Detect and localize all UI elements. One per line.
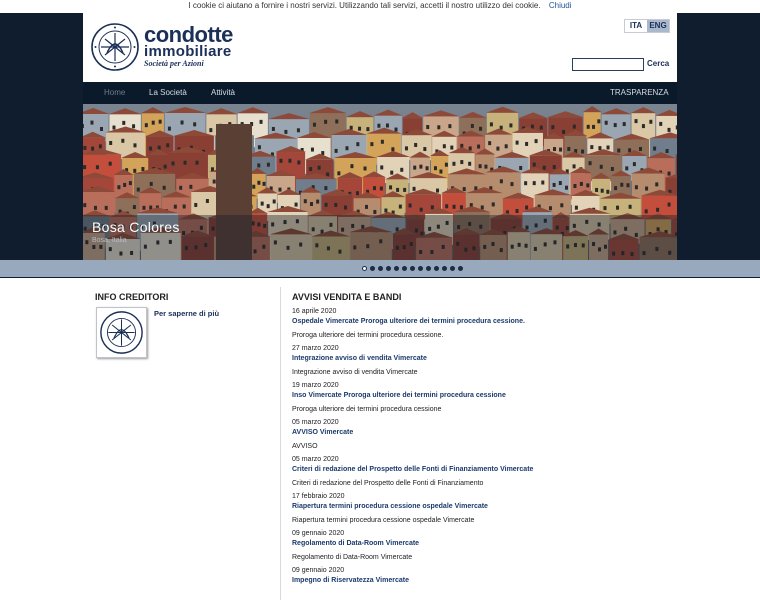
hero-window-shape — [117, 185, 120, 189]
notice-title-link[interactable]: Criteri di redazione del Prospetto delle Fonti di Finanziamento Vimercate — [292, 466, 534, 473]
hero-window-shape — [356, 191, 359, 195]
hero-window-shape — [420, 208, 423, 212]
hero-window-shape — [172, 161, 175, 165]
hero-window-shape — [645, 187, 648, 191]
hero-window-shape — [96, 165, 99, 169]
hero-window-shape — [642, 124, 645, 128]
hero-window-shape — [620, 183, 623, 187]
slider-dots — [362, 266, 463, 271]
hero-window-shape — [431, 205, 434, 209]
hero-window-shape — [479, 127, 482, 131]
hero-window-shape — [377, 124, 380, 128]
hero-window-shape — [525, 142, 528, 146]
hero-window-shape — [505, 144, 508, 148]
hero-window-shape — [587, 125, 590, 129]
hero-window-shape — [590, 145, 593, 149]
hero-window-shape — [423, 147, 426, 151]
hero-window-shape — [516, 141, 519, 145]
notice-title-link[interactable]: Riapertura termini procedura cessione ospedale Vimercate — [292, 503, 488, 510]
hero-window-shape — [525, 206, 528, 210]
hero-window-shape — [381, 140, 384, 144]
list-item — [292, 307, 752, 344]
hero-window-shape — [500, 179, 503, 183]
hero-window-shape — [426, 166, 429, 170]
hero-window-shape — [310, 202, 313, 206]
hero-window-shape — [409, 203, 412, 207]
brand-tagline: Società per Azioni — [144, 59, 204, 68]
hero-window-shape — [133, 169, 136, 173]
hero-window-shape — [500, 126, 503, 130]
hero-window-shape — [559, 181, 562, 185]
hero-window-shape — [380, 165, 383, 169]
notice-date: 09 gennaio 2020 — [292, 530, 345, 537]
notices-list — [292, 307, 752, 589]
slider-dot[interactable] — [450, 266, 455, 271]
hero-window-shape — [109, 162, 112, 166]
hero-window-shape — [403, 188, 406, 192]
hero-window-shape — [184, 161, 187, 165]
hero-window-shape — [479, 164, 482, 168]
hero-window-shape — [325, 203, 328, 207]
hero-window-shape — [356, 142, 359, 146]
hero-window-shape — [83, 165, 86, 169]
hero-window-shape — [324, 186, 327, 190]
hero-window-shape — [395, 128, 398, 132]
hero-window-shape — [567, 147, 570, 151]
hero-window-shape — [533, 181, 536, 185]
hero-window-shape — [288, 159, 291, 163]
hero-window-shape — [149, 147, 152, 151]
hero-window-shape — [83, 203, 86, 207]
hero-window-shape — [490, 122, 493, 126]
hero-window-shape — [267, 204, 270, 208]
notice-title-link[interactable]: Impegno di Riservatezza Vimercate — [292, 577, 409, 584]
hero-window-shape — [573, 184, 576, 188]
hero-window-shape — [543, 166, 546, 170]
hero-window-shape — [83, 124, 84, 128]
notice-title-link[interactable]: Regolamento di Data-Room Vimercate — [292, 540, 420, 547]
notice-date: 19 marzo 2020 — [292, 382, 339, 389]
hero-window-shape — [313, 123, 316, 127]
notice-description: Proroga ulteriore dei termini procedura cessione. — [292, 332, 444, 339]
hero-window-shape — [194, 203, 197, 207]
hero-window-shape — [137, 188, 140, 192]
hero-window-shape — [400, 168, 403, 172]
hero-window-shape — [105, 206, 108, 210]
hero-window-shape — [453, 205, 456, 209]
notice-date: 05 marzo 2020 — [292, 419, 339, 426]
hero-window-shape — [607, 145, 610, 149]
hero-window-shape — [541, 181, 544, 185]
hero-window-shape — [164, 165, 167, 169]
main-nav — [83, 82, 677, 104]
cookie-bar — [0, 0, 760, 13]
hero-window-shape — [524, 181, 527, 185]
hero-window-shape — [189, 185, 192, 189]
hero-window-shape — [592, 125, 595, 129]
hero-window-shape — [174, 205, 177, 209]
hero-window-shape — [304, 199, 307, 203]
hero-window-shape — [384, 209, 387, 213]
learn-more-link[interactable]: Per saperne di più — [154, 309, 220, 318]
hero-window-shape — [112, 126, 115, 130]
hero-window-shape — [100, 127, 103, 131]
hero-window-shape — [295, 203, 298, 207]
hero-window-shape — [668, 203, 671, 207]
hero-window-shape — [573, 164, 576, 168]
hero-window-shape — [366, 127, 369, 131]
list-item — [292, 529, 752, 566]
hero-window-shape — [335, 119, 338, 123]
hero-window-shape — [477, 145, 480, 149]
hero-window-shape — [196, 161, 199, 165]
hero-window-shape — [460, 144, 463, 148]
notice-description: Riapertura termini procedura cessione ospedale Vimercate — [292, 517, 475, 524]
cookie-text: I cookie ci aiutano a fornire i nostri servizi. Utilizzando tali servizi, accetti il nostro utilizzo dei cookie. — [188, 1, 541, 10]
hero-window-shape — [617, 149, 620, 153]
hero-window-shape — [586, 183, 589, 187]
hero-window-shape — [350, 126, 353, 130]
hero-window-shape — [145, 123, 148, 127]
lang-eng-button[interactable]: ENG — [647, 20, 669, 32]
hero-window-shape — [445, 204, 448, 208]
slider-dot[interactable] — [426, 266, 431, 271]
hero-window-shape — [666, 149, 669, 153]
hero-window-shape — [481, 205, 484, 209]
slider-dot[interactable] — [370, 266, 375, 271]
hero-window-shape — [559, 148, 562, 152]
hero-window-shape — [448, 124, 451, 128]
hero-window-shape — [471, 124, 474, 128]
notice-description: Proroga ulteriore dei termini procedura cessione — [292, 406, 442, 413]
hero-window-shape — [437, 125, 440, 129]
hero-window-shape — [436, 189, 439, 193]
hero-window-shape — [373, 186, 376, 190]
site-header — [83, 13, 677, 82]
hero-window-shape — [635, 185, 638, 189]
hero-window-shape — [297, 128, 300, 132]
hero-window-shape — [413, 187, 416, 191]
hero-window-shape — [598, 146, 601, 150]
hero-window-shape — [258, 145, 261, 149]
notice-date: 17 febbraio 2020 — [292, 493, 345, 500]
notice-description: AVVISO — [292, 443, 318, 450]
hero-window-shape — [509, 123, 512, 127]
hero-window-shape — [676, 125, 677, 129]
cookie-close-link[interactable]: Chiudi — [548, 1, 572, 10]
list-item — [292, 344, 752, 381]
hero-window-shape — [434, 166, 437, 170]
hero-window-shape — [560, 203, 563, 207]
hero-window-shape — [551, 125, 554, 129]
slider-dot[interactable] — [378, 266, 383, 271]
hero-window-shape — [129, 181, 132, 185]
hero-window-shape — [158, 146, 161, 150]
hero-window-shape — [450, 146, 453, 150]
hero-window-shape — [284, 130, 287, 134]
hero-window-shape — [345, 146, 348, 150]
hero-window-shape — [562, 130, 565, 134]
hero-window-shape — [279, 159, 282, 163]
hero-window-shape — [390, 171, 393, 175]
nav-item-home[interactable]: Home — [104, 88, 126, 97]
hero-window-shape — [575, 206, 578, 210]
company-seal-logo[interactable] — [91, 23, 139, 71]
hero-subtitle: Bosa, Italia — [92, 237, 127, 244]
hero-window-shape — [159, 120, 162, 124]
hero-window-shape — [614, 186, 617, 190]
hero-window-shape — [373, 210, 376, 214]
notice-date: 16 aprile 2020 — [292, 308, 337, 315]
notice-description: Integrazione avviso di vendita Vimercate — [292, 369, 418, 376]
hero-window-shape — [439, 170, 442, 174]
search-input[interactable] — [572, 58, 644, 71]
list-item — [292, 492, 752, 529]
slider-dot[interactable] — [402, 266, 407, 271]
sidebar-title: INFO CREDITORI — [95, 292, 169, 302]
hero-window-shape — [635, 119, 638, 123]
brand-line-1: condotte — [144, 22, 233, 47]
hero-window-shape — [614, 123, 617, 127]
hero-window-shape — [659, 122, 662, 126]
nav-item-attivita[interactable]: Attività — [211, 88, 236, 97]
hero-window-shape — [386, 123, 389, 127]
hero-window-shape — [484, 165, 487, 169]
slider-dot[interactable] — [418, 266, 423, 271]
hero-window-shape — [209, 128, 212, 132]
hero-window-shape — [206, 199, 209, 203]
hero-window-shape — [573, 125, 576, 129]
hero-window-shape — [396, 188, 399, 192]
hero-window-shape — [133, 205, 136, 209]
notice-title-link[interactable]: AVVISO Vimercate — [292, 429, 354, 436]
list-item — [292, 455, 752, 492]
hero-window-shape — [149, 206, 152, 210]
hero-window-shape — [589, 161, 592, 165]
hero-window-shape — [595, 188, 598, 192]
hero-window-shape — [380, 186, 383, 190]
hero-window-shape — [193, 122, 196, 126]
hero-window-shape — [463, 187, 466, 191]
hero-window-shape — [445, 163, 448, 167]
hero-window-shape — [413, 166, 416, 170]
notice-title-link[interactable]: Inso Vimercate Proroga ulteriore dei termini procedura cessione — [292, 392, 506, 399]
hero-window-shape — [452, 162, 455, 166]
hero-window-shape — [419, 165, 422, 169]
hero-window-shape — [142, 206, 145, 210]
nav-item-la-societa[interactable]: La Società — [149, 88, 187, 97]
hero-window-shape — [168, 127, 171, 131]
hero-window-shape — [309, 167, 312, 171]
hero-window-shape — [261, 202, 264, 206]
hero-window-shape — [252, 185, 255, 189]
hero-window-shape — [213, 180, 216, 184]
notice-date: 27 marzo 2020 — [292, 345, 339, 352]
notice-description: Criteri di redazione del Prospetto delle Fonti di Finanziamento — [292, 480, 484, 487]
hero-window-shape — [603, 206, 606, 210]
notice-title-link[interactable]: Integrazione avviso di vendita Vimercate — [292, 355, 427, 362]
hero-window-shape — [553, 183, 556, 187]
hero-window-shape — [83, 146, 86, 150]
hero-window-shape — [597, 119, 600, 123]
hero-window-shape — [318, 166, 321, 170]
notice-date: 05 marzo 2020 — [292, 456, 339, 463]
hero-window-shape — [334, 203, 337, 207]
hero-window-shape — [324, 120, 327, 124]
hero-window-shape — [625, 166, 628, 170]
slider-dot[interactable] — [410, 266, 415, 271]
slider-dot[interactable] — [434, 266, 439, 271]
hero-window-shape — [278, 188, 281, 192]
hero-window-shape — [668, 172, 671, 176]
hero-window-shape — [257, 181, 260, 185]
hero-window-shape — [272, 127, 275, 131]
hero-window-shape — [183, 204, 186, 208]
hero-window-shape — [656, 208, 659, 212]
hero-window-shape — [516, 209, 519, 213]
hero-window-shape — [344, 206, 347, 210]
hero-window-shape — [122, 121, 125, 125]
hero-window-shape — [565, 186, 568, 190]
hero-window-shape — [668, 128, 671, 132]
list-item — [292, 418, 752, 455]
slider-dot[interactable] — [386, 266, 391, 271]
hero-window-shape — [496, 147, 499, 151]
hero-window-shape — [653, 147, 656, 151]
hero-window-shape — [626, 183, 629, 187]
hero-window-shape — [405, 146, 408, 150]
hero-window-shape — [510, 182, 513, 186]
hero-window-shape — [414, 143, 417, 147]
hero-window-shape — [181, 120, 184, 124]
hero-window-shape — [337, 171, 340, 175]
slider-dot[interactable] — [362, 266, 367, 271]
hero-window-shape — [132, 124, 135, 128]
nav-item-trasparenza[interactable]: TRASPARENZA — [610, 88, 669, 97]
hero-window-shape — [358, 127, 361, 131]
hero-window-shape — [364, 166, 367, 170]
hero-window-shape — [267, 163, 270, 167]
hero-window-shape — [163, 186, 166, 190]
hero-window-shape — [311, 148, 314, 152]
hero-window-shape — [260, 120, 263, 124]
hero-window-shape — [540, 126, 543, 130]
notice-title-link[interactable]: Ospedale Vimercate Proroga ulteriore dei termini procedura cessione. — [292, 318, 525, 325]
column-divider — [280, 287, 281, 600]
hero-window-shape — [443, 144, 446, 148]
brand-line-2: immobiliare — [144, 43, 232, 60]
hero-window-shape — [391, 147, 394, 151]
hero-window-shape — [370, 142, 373, 146]
hero-window-shape — [611, 167, 614, 171]
hero-window-shape — [655, 182, 658, 186]
hero-window-shape — [166, 143, 169, 147]
hero-window-shape — [335, 149, 338, 153]
hero-window-shape — [533, 163, 536, 167]
hero-window-shape — [606, 190, 609, 194]
hero-window-shape — [645, 209, 648, 213]
hero-window-shape — [633, 162, 636, 166]
creditors-seal-image[interactable] — [96, 307, 147, 358]
hero-window-shape — [350, 164, 353, 168]
hero-window-shape — [649, 120, 652, 124]
notice-date: 09 gennaio 2020 — [292, 567, 345, 574]
hero-window-shape — [469, 146, 472, 150]
search-button[interactable]: Cerca — [647, 59, 670, 68]
hero-window-shape — [399, 205, 402, 209]
hero-window-shape — [94, 206, 97, 210]
hero-window-shape — [601, 189, 604, 193]
hero-window-shape — [121, 139, 124, 143]
hero-window-shape — [257, 163, 260, 167]
hero-window-shape — [535, 139, 538, 143]
hero-window-shape — [179, 186, 182, 190]
hero-window-shape — [123, 183, 126, 187]
slider-dot[interactable] — [394, 266, 399, 271]
hero-window-shape — [488, 141, 491, 145]
hero-window-shape — [553, 147, 556, 151]
hero-window-shape — [492, 202, 495, 206]
hero-window-shape — [109, 141, 112, 145]
hero-window-shape — [616, 206, 619, 210]
hero-window-shape — [133, 143, 136, 147]
lang-ita-button[interactable]: ITA — [629, 21, 643, 30]
hero-window-shape — [605, 121, 608, 125]
hero-window-shape — [99, 144, 102, 148]
list-item — [292, 566, 752, 589]
hero-window-shape — [263, 182, 266, 186]
brand-name[interactable] — [144, 22, 233, 69]
hero-window-shape — [460, 160, 463, 164]
hero-slider[interactable] — [83, 104, 677, 260]
hero-window-shape — [581, 150, 584, 154]
hero-window-shape — [553, 165, 556, 169]
hero-window-shape — [549, 206, 552, 210]
hero-window-shape — [152, 121, 155, 125]
hero-window-shape — [426, 125, 429, 129]
hero-window-shape — [600, 165, 603, 169]
slider-dot[interactable] — [442, 266, 447, 271]
hero-window-shape — [316, 200, 319, 204]
hero-window-shape — [629, 205, 632, 209]
hero-window-shape — [326, 172, 329, 176]
language-switcher — [624, 19, 670, 33]
hero-window-shape — [321, 151, 324, 155]
slider-dot[interactable] — [458, 266, 463, 271]
hero-window-shape — [365, 205, 368, 209]
hero-window-shape — [639, 147, 642, 151]
hero-window-shape — [519, 166, 522, 170]
hero-window-shape — [389, 185, 392, 189]
hero-window-shape — [90, 121, 93, 125]
list-item — [292, 381, 752, 418]
hero-window-shape — [460, 205, 463, 209]
hero-window-shape — [141, 167, 144, 171]
hero-window-shape — [297, 160, 300, 164]
hero-window-shape — [580, 182, 583, 186]
hero-window-shape — [273, 199, 276, 203]
hero-title: Bosa Colores — [92, 219, 180, 235]
hero-window-shape — [150, 182, 153, 186]
hero-window-shape — [91, 147, 94, 151]
hero-window-shape — [531, 125, 534, 129]
notice-description: Regolamento di Data-Room Vimercate — [292, 554, 413, 561]
hero-window-shape — [623, 122, 626, 126]
hero-window-shape — [468, 162, 471, 166]
notices-title: AVVISI VENDITA E BANDI — [292, 292, 402, 302]
